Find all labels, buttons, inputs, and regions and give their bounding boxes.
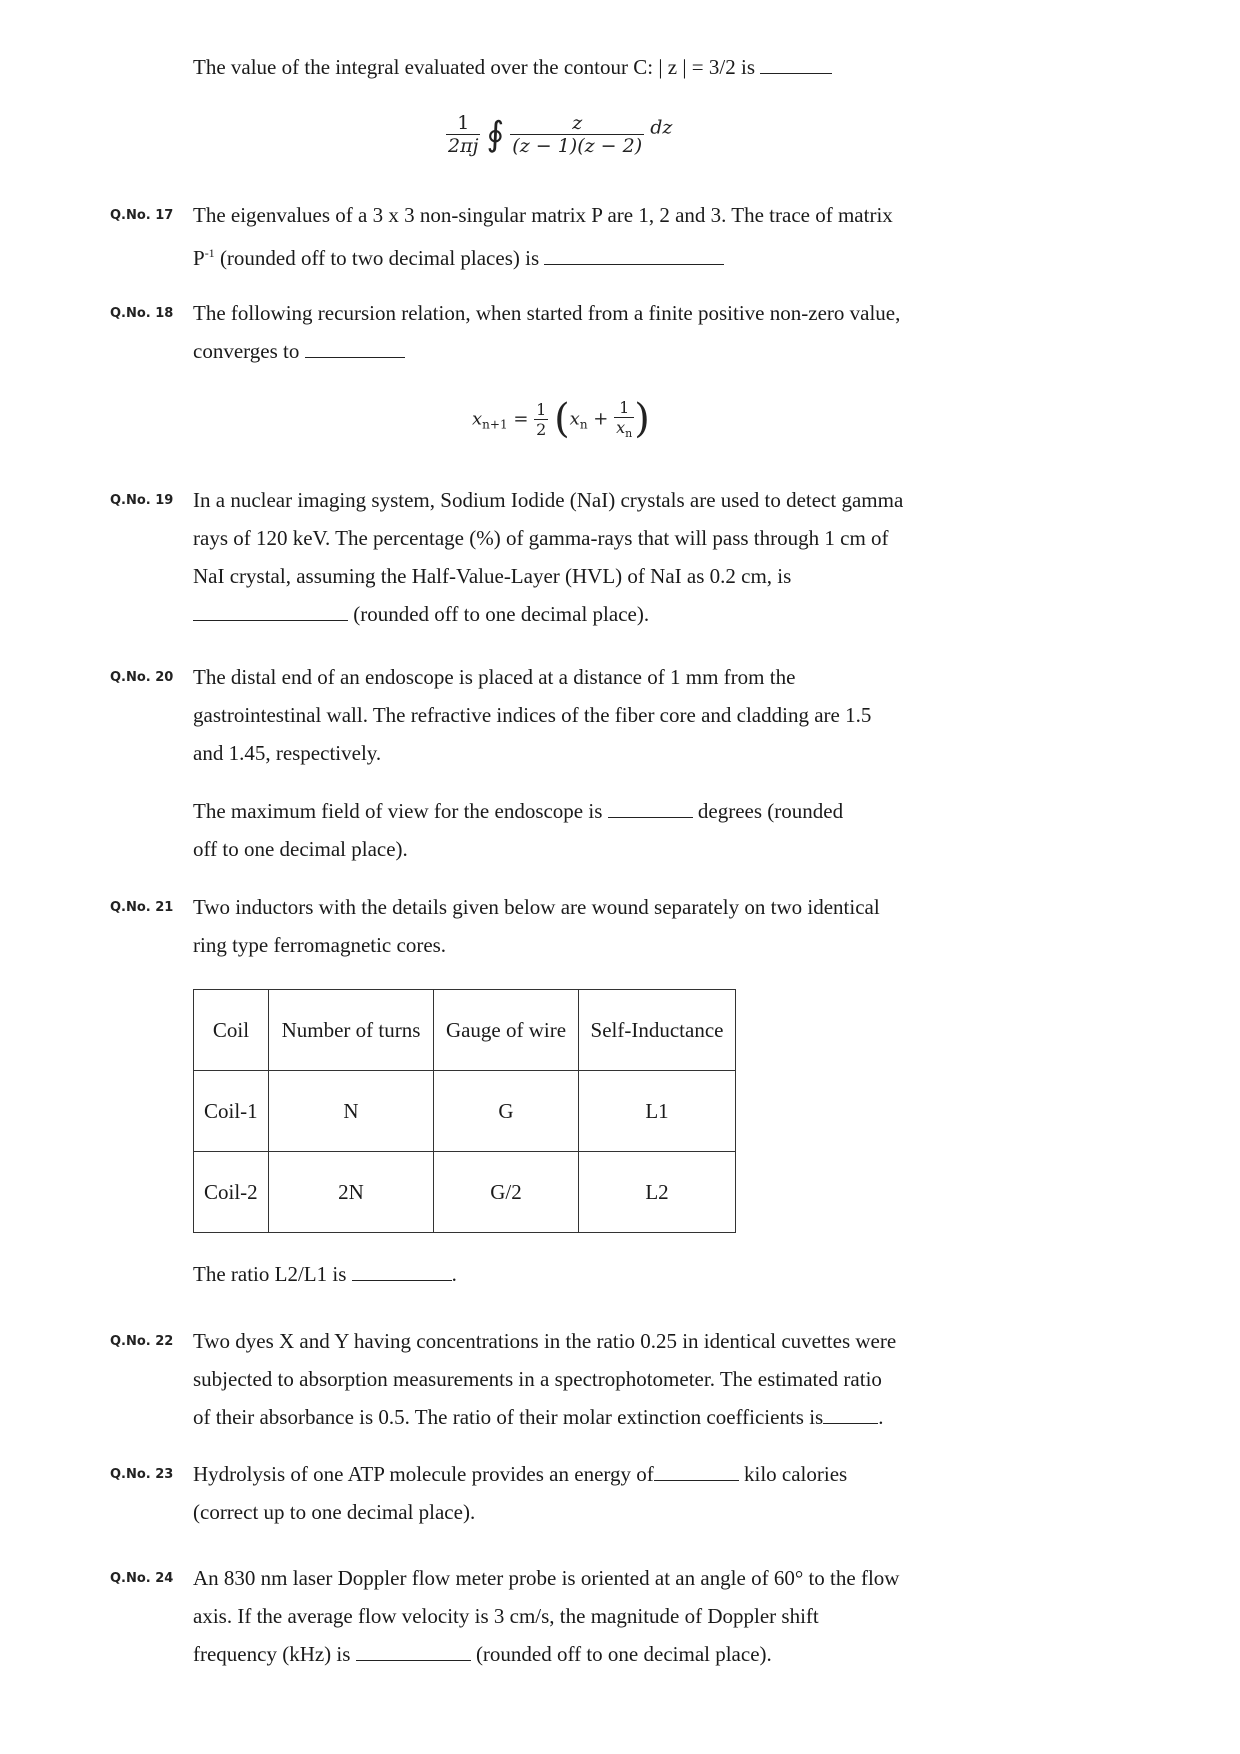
recursion-equation: $x_{n+1}$ = $\frac{1}{2}$ ($x_n$ + $\frac{1}{x_n}$ ): [472, 396, 650, 442]
table-row: [194, 1152, 736, 1233]
question-line: The distal end of an endoscope is placed at a distance of 1 mm from the: [193, 665, 796, 689]
answer-blank: [654, 1462, 739, 1481]
contour-integral-symbol: ∮: [486, 114, 505, 155]
question-line: (correct up to one decimal place).: [193, 1500, 476, 1524]
question-number: Q.No. 17: [110, 208, 174, 223]
answer-blank: [544, 246, 724, 265]
inductor-table: [193, 989, 736, 1233]
question-line: NaI crystal, assuming the Half-Value-Layer (HVL) of NaI as 0.2 cm, is: [193, 564, 792, 588]
question-number: Q.No. 24: [110, 1571, 174, 1586]
question-line: (rounded off to one decimal place).: [193, 595, 943, 633]
question-number: Q.No. 22: [110, 1334, 174, 1349]
question-line: Two dyes X and Y having concentrations in the ratio 0.25 in identical cuvettes were: [193, 1329, 897, 1353]
table-cell: N: [269, 1071, 434, 1152]
question-line: Two inductors with the details given below are wound separately on two identical: [193, 895, 880, 919]
table-cell: G: [434, 1071, 579, 1152]
question-24: [193, 1559, 943, 1673]
question-21-after: The ratio L2/L1 is .: [193, 1262, 457, 1286]
question-20: [193, 658, 943, 868]
question-line: of their absorbance is 0.5. The ratio of their molar extinction coefficients is .: [193, 1405, 884, 1429]
table-cell: Coil-1: [194, 1071, 269, 1152]
table-header-row: [194, 990, 736, 1071]
question-line: axis. If the average flow velocity is 3 cm/s, the magnitude of Doppler shift: [193, 1604, 819, 1628]
question-line: Hydrolysis of one ATP molecule provides an energy of kilo calories: [193, 1462, 848, 1486]
eq-prefix-fraction: $\frac{1}{2\pi j}$: [448, 112, 479, 157]
table-header: Coil: [194, 990, 269, 1071]
question-22: [193, 1322, 943, 1436]
question-23: [193, 1455, 943, 1531]
question-17: [193, 196, 943, 277]
question-18: [193, 294, 943, 370]
answer-blank: [608, 799, 693, 818]
table-cell: L1: [579, 1071, 736, 1152]
eq-main-fraction: $\frac{z}{(z - 1)(z - 2)}$: [512, 112, 643, 157]
question-19: [193, 481, 943, 633]
question-line: gastrointestinal wall. The refractive indices of the fiber core and cladding are 1.5: [193, 703, 872, 727]
question-line: rays of 120 keV. The percentage (%) of gamma-rays that will pass through 1 cm of: [193, 526, 889, 550]
question-line: frequency (kHz) is (rounded off to one decimal place).: [193, 1642, 772, 1666]
answer-blank: [352, 1262, 452, 1281]
question-line: off to one decimal place).: [193, 837, 408, 861]
intro-line: The value of the integral evaluated over the contour C: | z | = 3/2 is: [193, 55, 755, 79]
table-header: Number of turns: [269, 990, 434, 1071]
question-line: The following recursion relation, when started from a finite positive non-zero value,: [193, 301, 901, 325]
answer-blank: [823, 1405, 878, 1424]
answer-blank: [305, 339, 405, 358]
answer-blank: [193, 602, 348, 621]
table-header: Gauge of wire: [434, 990, 579, 1071]
question-line: The maximum field of view for the endoscope is degrees (rounded: [193, 799, 844, 823]
integral-equation: $\frac{1}{2\pi j}$ ∮ $\frac{z}{(z - 1)(z - 2)}$ dz: [448, 112, 673, 157]
question-number: Q.No. 20: [110, 670, 174, 685]
table-cell: Coil-2: [194, 1152, 269, 1233]
question-21: [193, 888, 943, 964]
answer-blank: [356, 1642, 471, 1661]
question-line: An 830 nm laser Doppler flow meter probe is oriented at an angle of 60° to the flow: [193, 1566, 900, 1590]
table-row: [194, 1071, 736, 1152]
question-line: ring type ferromagnetic cores.: [193, 933, 447, 957]
table-cell: L2: [579, 1152, 736, 1233]
question-number: Q.No. 21: [110, 900, 174, 915]
table-cell: G/2: [434, 1152, 579, 1233]
table-cell: 2N: [269, 1152, 434, 1233]
question-number: Q.No. 23: [110, 1467, 174, 1482]
question-line: $P^{-1}$ (rounded off to two decimal places) is: [193, 234, 943, 277]
question-number: Q.No. 19: [110, 493, 174, 508]
question-line: and 1.45, respectively.: [193, 741, 382, 765]
question-line: In a nuclear imaging system, Sodium Iodide (NaI) crystals are used to detect gamma: [193, 488, 904, 512]
answer-blank: [760, 55, 832, 74]
question-number: Q.No. 18: [110, 306, 174, 321]
question-line: converges to: [193, 332, 943, 370]
question-line: subjected to absorption measurements in a spectrophotometer. The estimated ratio: [193, 1367, 882, 1391]
question-line: The eigenvalues of a 3 x 3 non-singular matrix P are 1, 2 and 3. The trace of matrix: [193, 203, 893, 227]
table-header: Self-Inductance: [579, 990, 736, 1071]
intro-text: [193, 48, 943, 86]
